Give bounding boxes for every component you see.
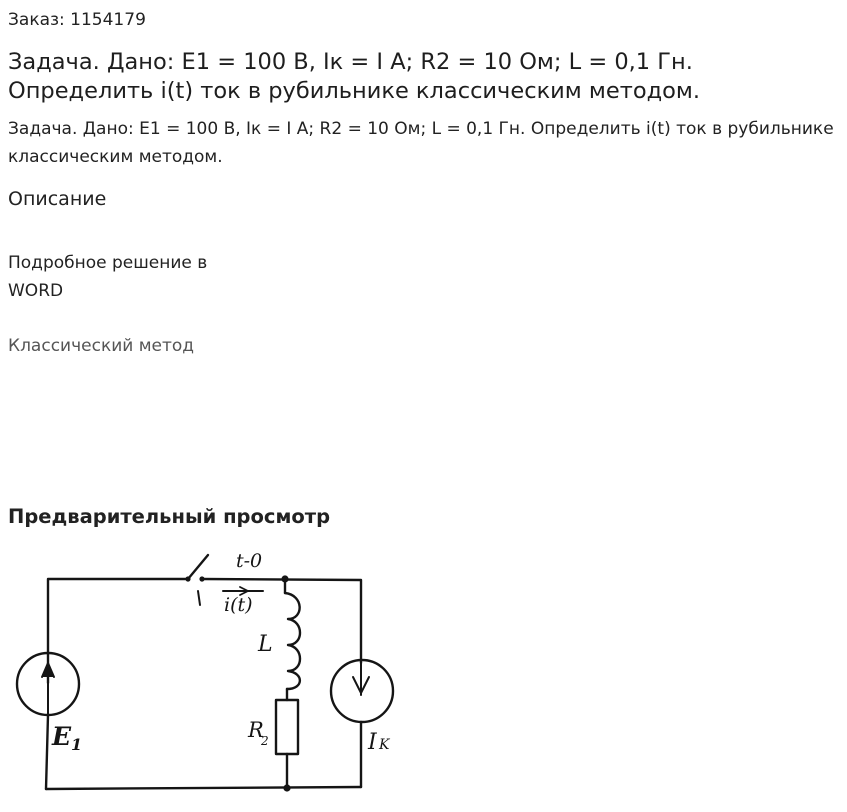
current-source-label: I xyxy=(368,730,377,755)
inductor-label: L xyxy=(258,632,273,657)
current-label: i(t) xyxy=(224,594,253,616)
task-title: Задача. Дано: Е1 = 100 В, Iк = I А; R2 = 10 Ом; L = 0,1 Гн. Определить i(t) ток в рубильнике классическим методом. xyxy=(8,49,701,104)
preview-image xyxy=(8,545,408,805)
preview-heading: Предварительный просмотр xyxy=(8,505,331,528)
emf-label: E xyxy=(52,722,72,751)
description-text: Подробное решение в WORD xyxy=(8,253,208,301)
switch-arrow xyxy=(198,591,200,605)
inductor-coil xyxy=(285,593,300,689)
switch-blade xyxy=(188,555,208,579)
resistor-index-label: 2 xyxy=(261,734,269,748)
wire-bottom xyxy=(46,787,361,789)
wire-left-bottom xyxy=(46,715,48,789)
resistor-label: R xyxy=(248,718,264,742)
method-label: Классический метод xyxy=(8,336,195,356)
order-number: Заказ: 1154179 xyxy=(8,10,146,30)
emf-index-label: 1 xyxy=(71,735,83,754)
wire-top-left xyxy=(48,579,186,683)
task-description: Задача. Дано: Е1 = 100 В, Iк = I А; R2 = 10 Ом; L = 0,1 Гн. Определить i(t) ток в рубильнике классическим методом. xyxy=(8,119,834,167)
resistor-box xyxy=(276,700,298,754)
switch-time-label: t-0 xyxy=(236,550,263,572)
description-heading: Описание xyxy=(8,188,107,210)
current-source-index-label: K xyxy=(379,737,390,753)
circuit-diagram xyxy=(8,545,408,805)
